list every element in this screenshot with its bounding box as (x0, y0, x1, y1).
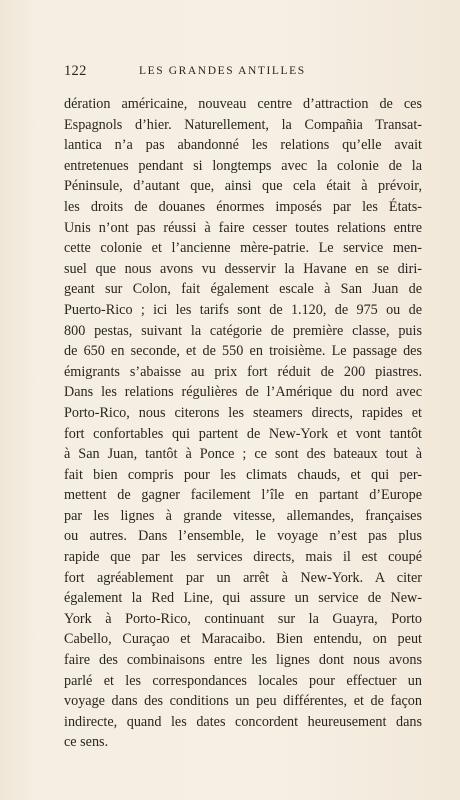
text-line: dération américaine, nouveau centre d’attraction de ces (64, 96, 422, 112)
text-line: voyage dans des conditions un peu différentes, et de façon (64, 693, 422, 710)
text-line: parlé et les correspondances locales pour effectuer un (64, 672, 422, 689)
text-line: York à Porto-Rico, continuant sur la Guayra, Porto (64, 610, 422, 627)
body-text (64, 94, 422, 753)
text-line: de 650 en seconde, et de 550 en troisième. Le passage des (64, 343, 422, 360)
text-line-last: ce sens. (64, 734, 109, 751)
text-line: Péninsule, d’autant que, ainsi que cela était à prévoir, (64, 178, 422, 195)
running-head (64, 63, 422, 83)
text-line: émigrants s’abaisse au prix fort réduit de 200 piastres. (64, 363, 422, 380)
text-line: Espagnols d’hier. Naturellement, la Compañia Transat- (64, 116, 422, 133)
text-line: Unis n’ont pas réussi à faire cesser toutes relations entre (64, 219, 422, 236)
text-line: Porto-Rico, nous citerons les steamers directs, rapides et (64, 404, 422, 421)
text-line: par les lignes à grande vitesse, allemandes, françaises (64, 507, 422, 524)
text-line: les droits de douanes énormes imposés par les États- (64, 198, 422, 215)
text-line: faire des combinaisons entre les lignes dont nous avons (64, 652, 422, 669)
text-line: mettent de gagner facilement l’île en partant d’Europe (64, 487, 422, 504)
text-line: suel que nous avons vu desservir la Havane en se diri- (64, 260, 422, 277)
text-line: Cabello, Curaçao et Maracaibo. Bien entendu, on peut (64, 631, 422, 648)
text-line: geant sur Colon, fait également escale à San Juan de (64, 281, 422, 298)
running-title: LES GRANDES ANTILLES (139, 65, 306, 77)
text-line: à San Juan, tantôt à Ponce ; ce sont des bateaux tout à (64, 446, 422, 463)
text-line: cette colonie et l’ancienne mère-patrie. Le service men- (64, 240, 422, 257)
text-line: lantica n’a pas abandonné les relations qu’elle avait (64, 137, 422, 154)
text-line: également la Red Line, qui assure un service de New- (64, 590, 422, 607)
text-line: rapide que par les services directs, mais il est coupé (64, 549, 422, 566)
text-line: indirecte, quand les dates concordent heureusement dans (64, 713, 422, 730)
text-line: entretenues pendant si longtemps avec la colonie de la (64, 157, 422, 174)
page-number: 122 (64, 63, 87, 79)
text-line: fait bien compris pour les climats chauds, et qui per- (64, 466, 422, 483)
text-line: ou autres. Dans l’ensemble, le voyage n’est pas plus (64, 528, 422, 545)
text-line: Dans les relations régulières de l’Amérique du nord avec (64, 384, 422, 401)
text-line: 800 pestas, suivant la catégorie de première classe, puis (64, 322, 422, 339)
text-line: fort confortables qui partent de New-York et vont tantôt (64, 425, 422, 442)
text-line: fort agréablement par un arrêt à New-York. A citer (64, 569, 422, 586)
text-line: Puerto-Rico ; ici les tarifs sont de 1.120, de 975 ou de (64, 301, 422, 318)
